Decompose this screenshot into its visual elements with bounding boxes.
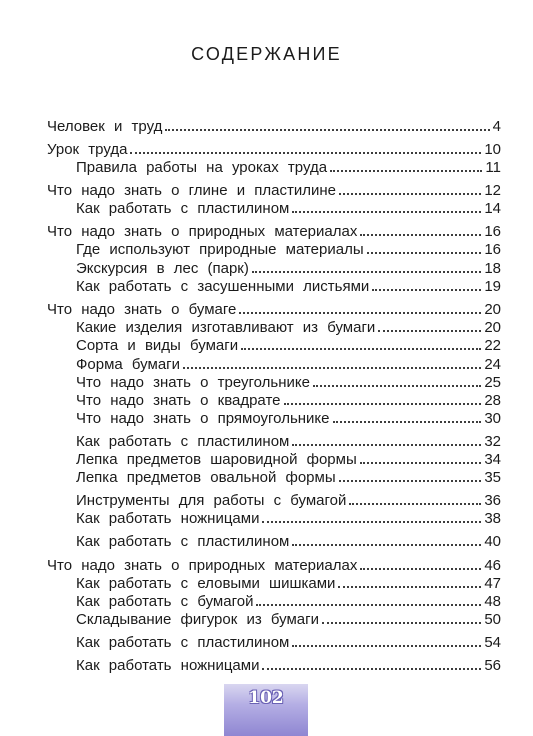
toc-entry-title: Как работать с пластилином <box>76 533 290 550</box>
toc-entry-title: Как работать с пластилином <box>76 634 290 651</box>
toc-entry <box>47 181 501 200</box>
toc-entry-title: Что надо знать о природных материалах <box>47 557 358 574</box>
toc-entry-page: 38 <box>484 510 501 527</box>
toc-entry-page: 46 <box>484 557 501 574</box>
toc-entry-title: Как работать ножницами <box>76 657 260 674</box>
dot-leader <box>292 645 481 647</box>
toc-entry <box>76 450 501 469</box>
dot-leader <box>130 152 481 154</box>
toc-entry-page: 36 <box>484 492 501 509</box>
toc-entry-title: Что надо знать о квадрате <box>76 392 281 409</box>
toc-entry <box>76 391 501 410</box>
toc-entry-page: 10 <box>484 141 501 158</box>
toc-entry-title: Как работать с засушенными листьями <box>76 278 370 295</box>
toc-entry <box>76 656 501 675</box>
page-number: 102 <box>248 688 284 708</box>
toc-entry <box>76 199 501 218</box>
dot-leader <box>338 586 481 588</box>
toc-entry-page: 19 <box>484 278 501 295</box>
toc-entry-page: 22 <box>484 337 501 354</box>
dot-leader <box>252 271 481 273</box>
toc-entry-page: 14 <box>484 200 501 217</box>
toc-entry <box>76 373 501 392</box>
toc-entry-page: 34 <box>484 451 501 468</box>
toc-entry-page: 18 <box>484 260 501 277</box>
toc-entry <box>76 409 501 428</box>
toc-entry-title: Как работать с еловыми шишками <box>76 575 336 592</box>
dot-leader <box>349 503 481 505</box>
dot-leader <box>165 129 489 131</box>
dot-leader <box>239 312 481 314</box>
toc-entry-page: 16 <box>484 223 501 240</box>
toc-entry <box>47 300 501 319</box>
dot-leader <box>360 234 481 236</box>
toc-entry-title: Что надо знать о природных материалах <box>47 223 358 240</box>
toc-entry <box>47 222 501 241</box>
toc-entry <box>76 336 501 355</box>
toc-entry-title: Инструменты для работы с бумагой <box>76 492 347 509</box>
toc-entry <box>76 468 501 487</box>
toc-entry-page: 25 <box>484 374 501 391</box>
toc-entry-title: Экскурсия в лес (парк) <box>76 260 249 277</box>
toc-entry <box>47 117 501 136</box>
toc-entry-title: Как работать ножницами <box>76 510 260 527</box>
toc-entry-title: Как работать с пластилином <box>76 200 290 217</box>
dot-leader <box>292 544 481 546</box>
toc-entry <box>76 259 501 278</box>
toc-entry <box>47 140 501 159</box>
dot-leader <box>360 462 482 464</box>
dot-leader <box>262 521 481 523</box>
toc-entry-title: Какие изделия изготавливают из бумаги <box>76 319 376 336</box>
toc-entry-page: 47 <box>484 575 501 592</box>
toc-entry <box>76 355 501 374</box>
toc-entry-title: Правила работы на уроках труда <box>76 159 328 176</box>
dot-leader <box>262 668 481 670</box>
page-title: СОДЕРЖАНИЕ <box>191 44 342 64</box>
toc-entry <box>76 240 501 259</box>
toc-entry-page: 12 <box>484 182 501 199</box>
toc-entry-title: Лепка предметов овальной формы <box>76 469 336 486</box>
dot-leader <box>378 330 481 332</box>
toc-entry-page: 35 <box>484 469 501 486</box>
toc-entry-title: Что надо знать о глине и пластилине <box>47 182 336 199</box>
toc-entry-title: Что надо знать о треугольнике <box>76 374 310 391</box>
dot-leader <box>372 289 481 291</box>
toc-entry-title: Где используют природные материалы <box>76 241 364 258</box>
dot-leader <box>241 348 481 350</box>
toc-entry <box>76 509 501 528</box>
toc-entry-page: 48 <box>484 593 501 610</box>
toc-entry <box>76 532 501 551</box>
dot-leader <box>333 421 482 423</box>
toc-entry-page: 28 <box>484 392 501 409</box>
dot-leader <box>339 480 482 482</box>
toc-entry-title: Форма бумаги <box>76 356 181 373</box>
toc-entry-page: 20 <box>484 301 501 318</box>
toc-entry <box>76 158 501 177</box>
toc-entry <box>76 592 501 611</box>
toc-entry-page: 50 <box>484 611 501 628</box>
toc-entry-title: Складывание фигурок из бумаги <box>76 611 319 628</box>
toc-entry-page: 16 <box>484 241 501 258</box>
dot-leader <box>292 211 481 213</box>
toc-entry-title: Урок труда <box>47 141 128 158</box>
toc-entry-title: Лепка предметов шаровидной формы <box>76 451 357 468</box>
dot-leader <box>284 403 482 405</box>
dot-leader <box>339 193 481 195</box>
toc-entry <box>76 318 501 337</box>
dot-leader <box>183 367 481 369</box>
toc-entry-page: 56 <box>484 657 501 674</box>
toc-entry-title: Что надо знать о прямоугольнике <box>76 410 330 427</box>
toc-entry-title: Человек и труд <box>47 118 163 135</box>
toc-entry-page: 30 <box>484 410 501 427</box>
toc-entry <box>76 432 501 451</box>
toc-entry-page: 24 <box>484 356 501 373</box>
toc-entry-page: 20 <box>484 319 501 336</box>
toc-entry-page: 54 <box>484 634 501 651</box>
toc-entry-page: 4 <box>492 118 501 135</box>
dot-leader <box>322 622 481 624</box>
toc-entry-page: 40 <box>484 533 501 550</box>
toc-entry-title: Как работать с бумагой <box>76 593 254 610</box>
toc-entry-page: 11 <box>485 159 501 176</box>
dot-leader <box>367 252 482 254</box>
toc-entry-title: Что надо знать о бумаге <box>47 301 237 318</box>
dot-leader <box>292 444 481 446</box>
toc-entry <box>76 277 501 296</box>
dot-leader <box>330 170 482 172</box>
toc-entry <box>76 574 501 593</box>
toc-entry <box>76 491 501 510</box>
toc-entry <box>76 610 501 629</box>
toc-entry-page: 32 <box>484 433 501 450</box>
toc-entry <box>76 633 501 652</box>
dot-leader <box>256 604 481 606</box>
dot-leader <box>313 385 481 387</box>
toc-entry <box>47 556 501 575</box>
toc-entry-title: Как работать с пластилином <box>76 433 290 450</box>
toc-entry-title: Сорта и виды бумаги <box>76 337 239 354</box>
dot-leader <box>360 568 481 570</box>
